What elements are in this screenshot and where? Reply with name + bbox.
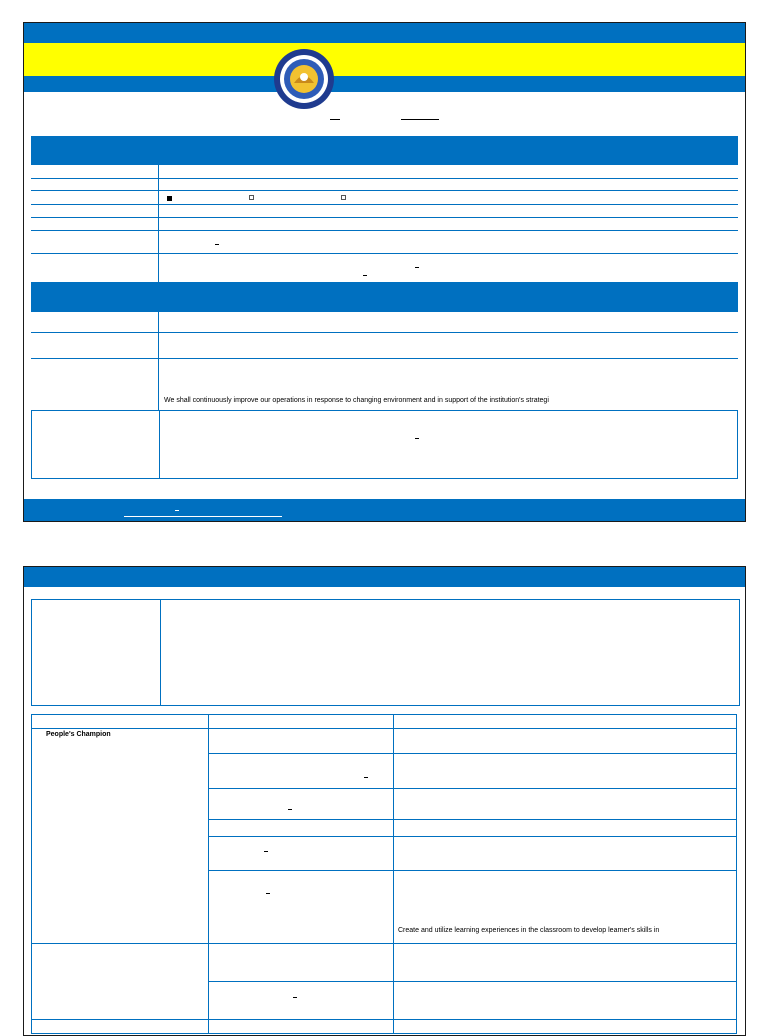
column-divider <box>393 715 394 1033</box>
row-label-cell <box>31 218 159 230</box>
dash-mark <box>363 275 367 276</box>
footer-dash-mark <box>175 510 179 511</box>
university-seal-icon <box>272 47 336 111</box>
dash-mark <box>215 244 219 245</box>
checkbox-unchecked[interactable] <box>249 195 254 200</box>
row-value-cell <box>159 333 738 358</box>
page2-top-blue-bar <box>24 567 745 587</box>
dash-mark <box>364 777 368 778</box>
table-row <box>31 312 738 333</box>
dash-mark <box>264 851 268 852</box>
row-value-cell <box>159 191 738 204</box>
row-divider <box>208 836 736 837</box>
column-divider <box>208 715 209 1033</box>
row-label-cell <box>31 359 159 410</box>
row-divider <box>208 753 736 754</box>
table-row <box>31 179 738 191</box>
page1-blue-stripe <box>24 76 745 92</box>
section-divider <box>32 943 736 944</box>
row-divider <box>208 788 736 789</box>
dash-mark <box>415 267 419 268</box>
section-label-peoples-champion: People's Champion <box>46 731 111 738</box>
row-value-cell <box>159 218 738 230</box>
page1-top-blue-bar <box>24 23 745 43</box>
row-label-cell <box>31 191 159 204</box>
footer-underline <box>124 516 282 517</box>
page1-footer-bar <box>24 499 745 521</box>
table-row <box>31 218 738 231</box>
document-page-1 <box>23 22 746 522</box>
row-label-cell <box>31 231 159 253</box>
row-label-cell <box>31 312 159 332</box>
row-value-cell <box>159 254 738 282</box>
row-label-cell <box>31 165 159 178</box>
table-row <box>31 205 738 218</box>
row-label-cell <box>32 411 160 478</box>
classroom-skills-text: Create and utilize learning experiences in the classroom to develop learner's skills in <box>398 927 660 934</box>
row-label-cell <box>31 205 159 217</box>
dash-mark <box>288 809 292 810</box>
vision-statement-text: We shall continuously improve our operations in response to changing environment and in support of the institution's strategi <box>164 397 549 404</box>
document-page-2 <box>23 566 746 1036</box>
vision-row <box>31 359 738 411</box>
row-label-cell <box>31 333 159 358</box>
row-divider <box>32 1019 736 1020</box>
course-info-header-band <box>31 136 738 165</box>
course-type-row <box>31 191 738 205</box>
mission-vision-header-band <box>31 283 738 312</box>
row-divider <box>32 705 739 706</box>
row-value-cell <box>159 179 738 190</box>
row-value-cell <box>159 165 738 178</box>
page2-upper-table <box>31 599 740 706</box>
checkbox-checked[interactable] <box>167 196 172 201</box>
row-divider <box>208 981 736 982</box>
row-value-cell <box>159 205 738 217</box>
course-info-table <box>31 136 738 479</box>
competency-table <box>31 714 737 1034</box>
table-row <box>31 411 738 479</box>
row-divider <box>208 870 736 871</box>
table-row <box>31 231 738 254</box>
row-divider <box>208 819 736 820</box>
table-row <box>31 333 738 359</box>
title-underline-long <box>401 119 439 120</box>
row-label-cell <box>31 179 159 190</box>
title-underline-short <box>330 119 340 120</box>
page1-yellow-banner <box>24 43 745 76</box>
dash-mark <box>415 438 419 439</box>
column-divider <box>160 600 161 705</box>
row-label-cell <box>31 254 159 282</box>
checkbox-unchecked[interactable] <box>341 195 346 200</box>
row-value-cell <box>160 411 737 478</box>
row-value-cell <box>159 231 738 253</box>
dash-mark <box>266 893 270 894</box>
table-row <box>31 254 738 283</box>
row-value-cell <box>159 312 738 332</box>
dash-mark <box>293 997 297 998</box>
row-value-cell <box>159 359 738 410</box>
table-row <box>31 165 738 179</box>
header-divider <box>32 728 736 729</box>
